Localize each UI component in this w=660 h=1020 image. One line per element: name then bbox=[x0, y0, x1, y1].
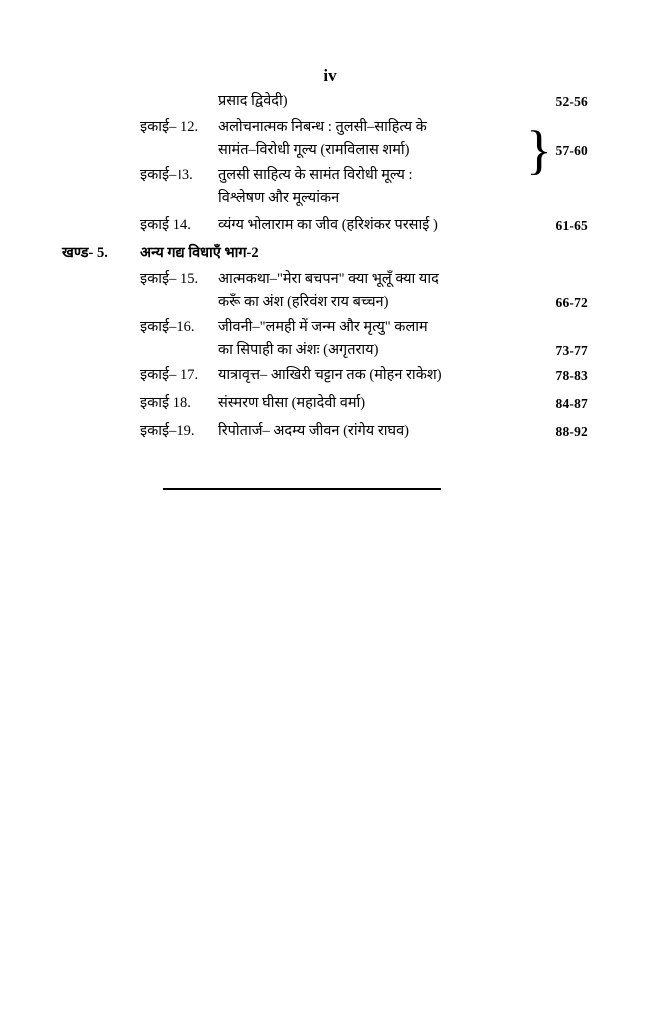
toc-row bbox=[0, 420, 660, 448]
toc-entry-unit: इकाई– 15. bbox=[140, 271, 199, 287]
toc-entry-unit: इकाई–।3. bbox=[140, 167, 193, 183]
toc-entry-title: अलोचनात्मक निबन्ध : तुलसी–साहित्य के सामंत–विरोधी गूल्य (रामविलास शर्मा) bbox=[218, 119, 427, 158]
toc-entry-pages: 52-56 bbox=[555, 94, 588, 109]
toc-entry-pages: 61-65 bbox=[555, 218, 588, 233]
grouping-brace: } bbox=[526, 120, 552, 180]
toc-entry-title: प्रसाद द्विवेदी) bbox=[218, 93, 288, 109]
toc-entry-unit: इकाई– 17. bbox=[140, 367, 199, 383]
toc-entry-unit: इकाई 14. bbox=[140, 217, 191, 233]
toc-entry-unit: इकाई–16. bbox=[140, 319, 195, 335]
toc-entry-pages: 84-87 bbox=[555, 396, 588, 411]
toc-row bbox=[0, 116, 660, 164]
toc-entry-unit: इकाई–19. bbox=[140, 423, 195, 439]
toc-entry-pages: 73-77 bbox=[555, 343, 588, 358]
toc-row bbox=[0, 392, 660, 420]
toc-row bbox=[0, 214, 660, 242]
table-of-contents bbox=[0, 90, 660, 448]
page-folio: iv bbox=[323, 66, 337, 85]
toc-row bbox=[0, 268, 660, 316]
toc-entry-title: यात्रावृत्त– आखिरी चट्टान तक (मोहन राकेश) bbox=[218, 367, 442, 383]
horizontal-rule bbox=[163, 488, 441, 490]
toc-row bbox=[0, 316, 660, 364]
toc-entry-pages: 57-60 bbox=[555, 143, 588, 158]
toc-entry-title: जीवनी–"लमही में जन्म और मृत्यु" कलाम का सिपाही का अंशः (अगृतराय) bbox=[218, 319, 428, 358]
toc-entry-title: तुलसी साहित्य के सामंत विरोधी मूल्य : विश्लेषण और मूल्यांकन bbox=[218, 167, 413, 206]
toc-entry-title: आत्मकथा–"मेरा बचपन" क्या भूलूँ क्या याद करूँ का अंश (हरिवंश राय बच्चन) bbox=[218, 271, 439, 310]
toc-section-label: खण्ड- 5. bbox=[62, 245, 108, 261]
toc-entry-pages: 78-83 bbox=[555, 368, 588, 383]
toc-row bbox=[0, 90, 660, 116]
toc-entry-unit: इकाई 18. bbox=[140, 395, 191, 411]
toc-row bbox=[0, 364, 660, 392]
toc-entry-title: रिपोतार्ज– अदम्य जीवन (रांगेय राघव) bbox=[218, 423, 409, 439]
toc-entry-pages: 88-92 bbox=[555, 424, 588, 439]
toc-row bbox=[0, 164, 660, 214]
toc-entry-title: संस्मरण घीसा (महादेवी वर्मा) bbox=[218, 395, 366, 411]
toc-entry-unit: इकाई– 12. bbox=[140, 119, 199, 135]
toc-section-title: अन्य गद्य विधाएँ भाग-2 bbox=[140, 245, 259, 261]
toc-entry-title: व्यंग्य भोलाराम का जीव (हरिशंकर परसाई ) bbox=[218, 217, 438, 233]
toc-section-row bbox=[0, 242, 660, 268]
toc-entry-pages: 66-72 bbox=[555, 295, 588, 310]
